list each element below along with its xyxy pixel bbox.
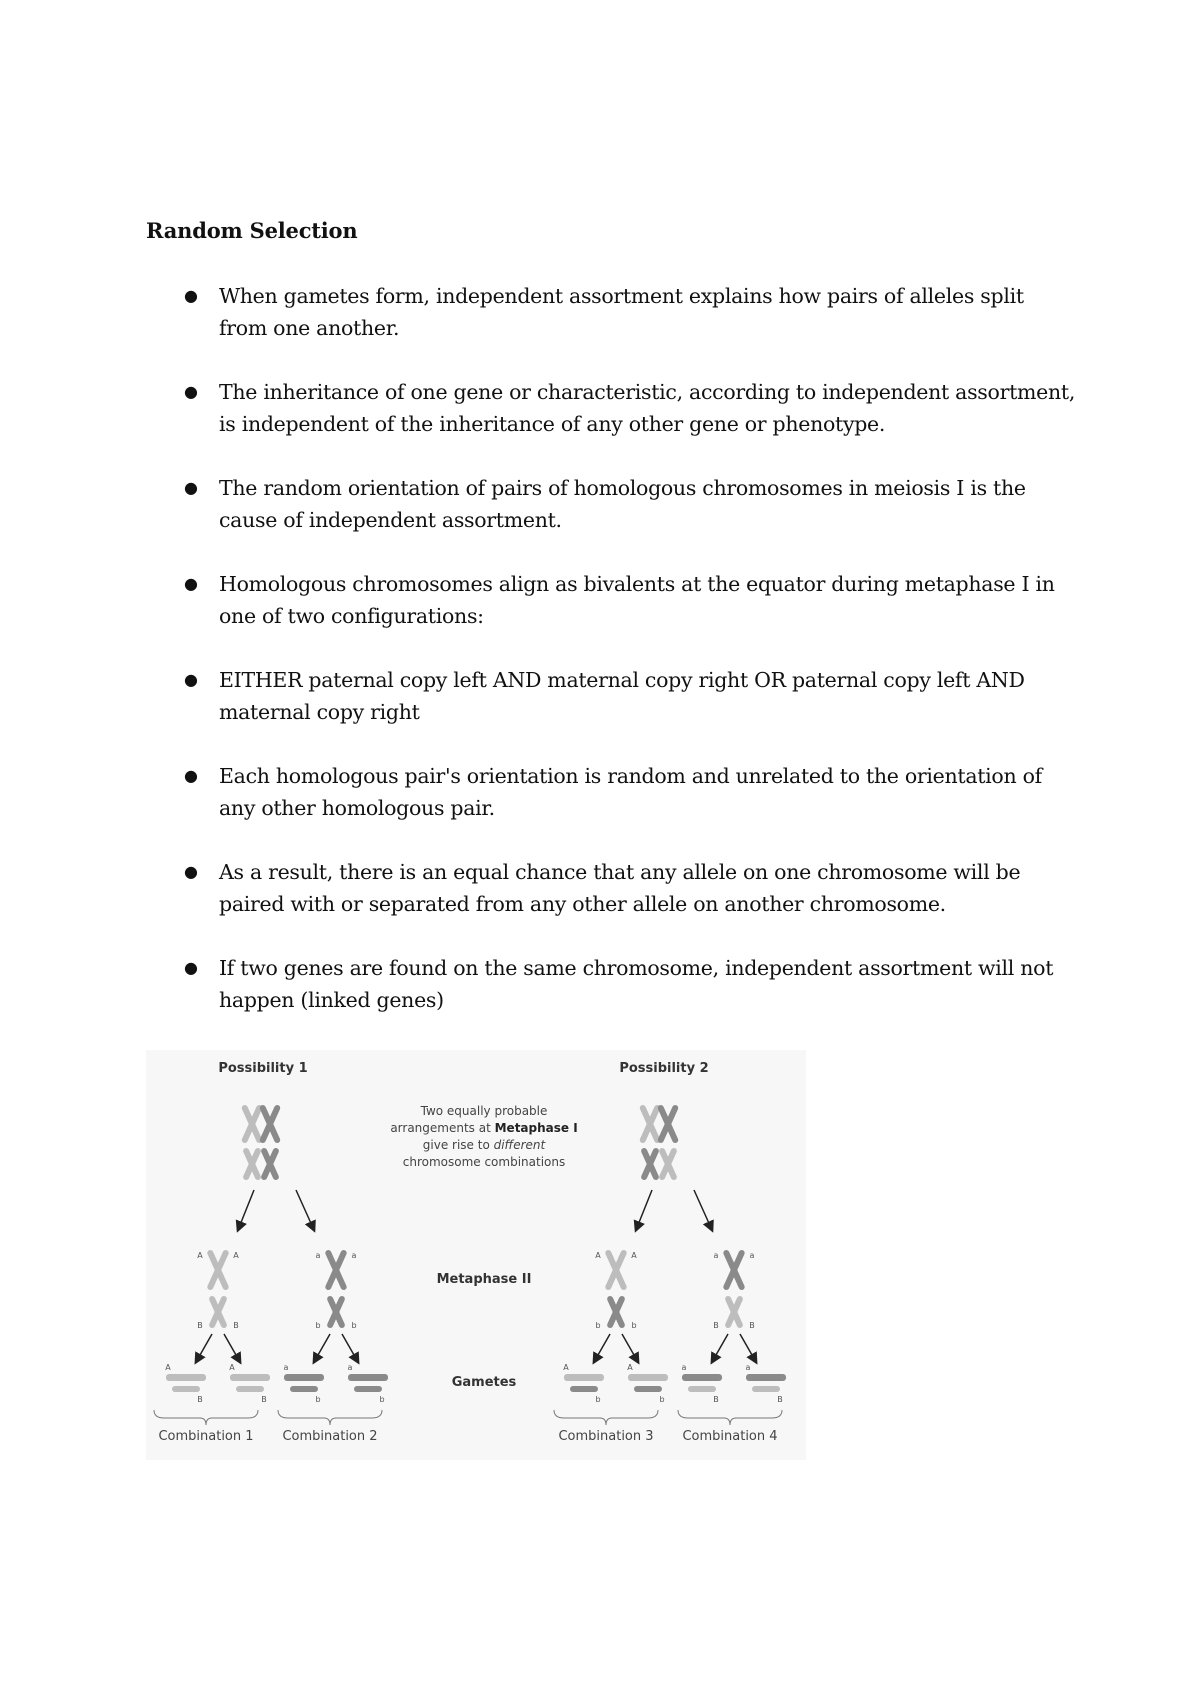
allele-label: b [595,1395,601,1404]
arrow-icon [694,1190,712,1230]
bullet-item: ● As a result, there is an equal chance that any allele on one chromosome will be paired with or separated from any other allele on another chromosome. [146,856,1076,920]
combination-braces [154,1410,782,1425]
combination-4-label: Combination 4 [682,1429,778,1444]
gamete-chromosome-icon [752,1386,780,1392]
gamete-arrows [196,1334,756,1362]
gamete-chromosome-icon [564,1374,604,1381]
allele-label: b [315,1321,321,1330]
allele-label: A [229,1363,235,1372]
allele-label: A [197,1251,203,1260]
chromosome-icon [608,1253,623,1287]
chromosome-icon [263,1108,277,1140]
allele-label: A [627,1363,633,1372]
allele-label: B [713,1321,719,1330]
bullet-dot-icon: ● [184,478,198,497]
chromosome-icon [212,1299,224,1325]
arrow-icon [238,1190,254,1230]
allele-label: b [595,1321,601,1330]
metaphase-1-right-chromosomes [643,1108,675,1177]
allele-label: B [261,1395,267,1404]
arrow-icon [342,1334,358,1362]
gamete-chromosome-icon [284,1374,324,1381]
gamete-chromosome-icon [172,1386,200,1392]
metaphase-2-chromosomes [197,1251,755,1330]
independent-assortment-figure [146,1050,806,1460]
chromosome-icon [661,1108,675,1140]
bullet-dot-icon: ● [184,766,198,785]
chromosome-icon [726,1253,741,1287]
gametes-label: Gametes [451,1375,517,1390]
chromosome-icon [246,1151,258,1177]
bullet-dot-icon: ● [184,382,198,401]
brace-icon [678,1410,782,1425]
chromosome-icon [643,1108,657,1140]
caption-line-1: Two equally probable [420,1104,548,1118]
brace-icon [278,1410,382,1425]
allele-label: B [197,1395,203,1404]
possibility-1-label: Possibility 1 [218,1061,308,1076]
arrow-icon [224,1334,240,1362]
allele-label: a [749,1251,755,1260]
allele-label: b [659,1395,665,1404]
gamete-chromosome-icon [688,1386,716,1392]
allele-label: b [315,1395,321,1404]
caption-line-3: give rise to different [422,1138,546,1152]
gamete-chromosome-icon [746,1374,786,1381]
bullet-item: ● The random orientation of pairs of homologous chromosomes in meiosis I is the cause of independent assortment. [146,472,1076,536]
chromosome-icon [245,1108,259,1140]
chromosome-icon [662,1151,674,1177]
combination-3-label: Combination 3 [558,1429,654,1444]
allele-label: a [347,1363,353,1372]
allele-label: b [351,1321,357,1330]
gamete-chromosome-icon [354,1386,382,1392]
allele-label: A [233,1251,239,1260]
chromosome-icon [644,1151,656,1177]
bullet-item: ● If two genes are found on the same chromosome, independent assortment will not happen (linked genes) [146,952,1076,1016]
arrow-icon [636,1190,652,1230]
section-heading: Random Selection [146,218,358,243]
bullet-dot-icon: ● [184,670,198,689]
bullet-item: ● Each homologous pair's orientation is random and unrelated to the orientation of any other homologous pair. [146,760,1076,824]
brace-icon [554,1410,658,1425]
bullet-dot-icon: ● [184,862,198,881]
allele-label: A [631,1251,637,1260]
caption-line-4: chromosome combinations [402,1155,566,1169]
combination-2-label: Combination 2 [282,1429,378,1444]
allele-label: b [379,1395,385,1404]
arrow-icon [594,1334,610,1362]
allele-label: B [197,1321,203,1330]
bullet-item: ● EITHER paternal copy left AND maternal copy right OR paternal copy left AND maternal copy right [146,664,1076,728]
arrow-icon [314,1334,330,1362]
allele-label: A [165,1363,171,1372]
allele-label: a [681,1363,687,1372]
allele-label: A [595,1251,601,1260]
gamete-chromosome-icon [570,1386,598,1392]
brace-icon [154,1410,258,1425]
allele-label: a [315,1251,321,1260]
gamete-chromosome-icon [682,1374,722,1381]
gamete-chromosome-icon [166,1374,206,1381]
bullet-dot-icon: ● [184,286,198,305]
metaphase-2-label: Metaphase II [436,1272,532,1287]
allele-label: a [351,1251,357,1260]
possibility-2-label: Possibility 2 [619,1061,709,1076]
allele-label: B [713,1395,719,1404]
figure-svg [146,1050,806,1460]
chromosome-icon [264,1151,276,1177]
bullet-dot-icon: ● [184,574,198,593]
bullet-dot-icon: ● [184,958,198,977]
combination-1-label: Combination 1 [158,1429,254,1444]
allele-label: A [563,1363,569,1372]
gamete-chromosome-icon [236,1386,264,1392]
allele-label: B [233,1321,239,1330]
bullet-item: ● The inheritance of one gene or characteristic, according to independent assortment, is independent of the inheritance of any other gene or phenotype. [146,376,1076,440]
gamete-chromosome-icon [628,1374,668,1381]
bullet-list [146,280,1076,1048]
chromosome-icon [328,1253,343,1287]
gamete-chromosome-icon [290,1386,318,1392]
metaphase-1-left-chromosomes [245,1108,277,1177]
chromosome-icon [610,1299,622,1325]
allele-label: b [631,1321,637,1330]
arrow-icon [296,1190,314,1230]
allele-label: B [777,1395,783,1404]
gamete-chromosome-icon [230,1374,270,1381]
chromosome-icon [728,1299,740,1325]
chromosome-icon [210,1253,225,1287]
arrow-icon [622,1334,638,1362]
gamete-chromosome-icon [348,1374,388,1381]
bullet-item: ● When gametes form, independent assortment explains how pairs of alleles split from one another. [146,280,1076,344]
arrow-icon [740,1334,756,1362]
allele-label: B [749,1321,755,1330]
allele-label: a [745,1363,751,1372]
gamete-chromosome-icon [634,1386,662,1392]
chromosome-icon [330,1299,342,1325]
arrow-icon [196,1334,212,1362]
bullet-item: ● Homologous chromosomes align as bivalents at the equator during metaphase I in one of two configurations: [146,568,1076,632]
allele-label: a [283,1363,289,1372]
caption-line-2: arrangements at Metaphase I [390,1121,578,1135]
allele-label: a [713,1251,719,1260]
arrow-icon [712,1334,728,1362]
